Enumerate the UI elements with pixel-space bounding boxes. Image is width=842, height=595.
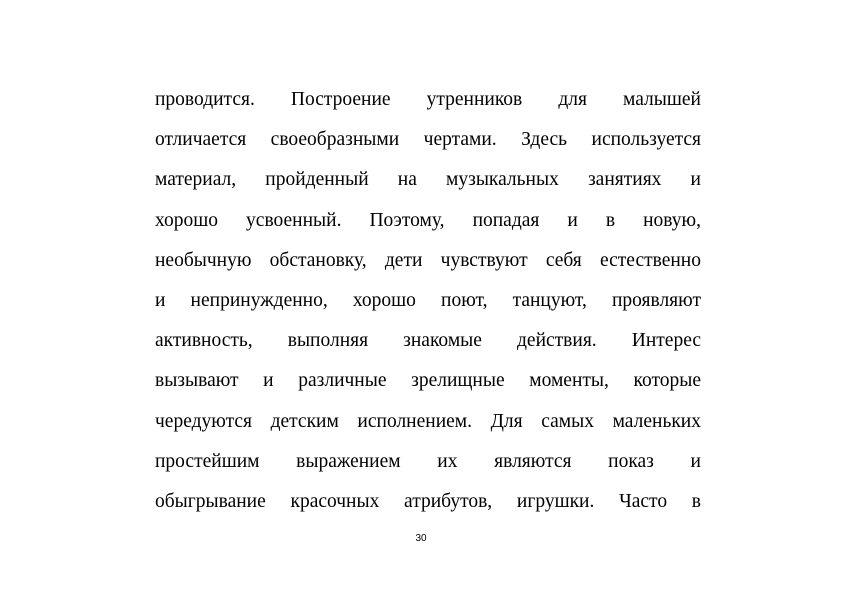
text-line: материал, пройденный на музыкальных занятиях и bbox=[155, 169, 701, 191]
body-text bbox=[155, 84, 701, 526]
text-line: активность, выполняя знакомые действия. Интерес bbox=[155, 330, 701, 352]
text-line: необычную обстановку, дети чувствуют себя естественно bbox=[155, 249, 701, 271]
text-line: и непринужденно, хорошо поют, танцуют, проявляют bbox=[155, 289, 701, 311]
text-line: проводится. Построение утренников для малышей bbox=[155, 89, 701, 110]
text-line: простейшим выражением их являются показ и bbox=[155, 450, 701, 472]
text-line: отличается своеобразными чертами. Здесь используется bbox=[155, 129, 701, 151]
text-line: чередуются детским исполнением. Для самых маленьких bbox=[155, 410, 701, 432]
text-line: вызывают и различные зрелищные моменты, которые bbox=[155, 370, 701, 392]
page-number: 30 bbox=[415, 533, 427, 544]
text-line: обыгрывание красочных атрибутов, игрушки. Часто в bbox=[155, 490, 701, 512]
text-line: хорошо усвоенный. Поэтому, попадая и в новую, bbox=[155, 209, 701, 231]
